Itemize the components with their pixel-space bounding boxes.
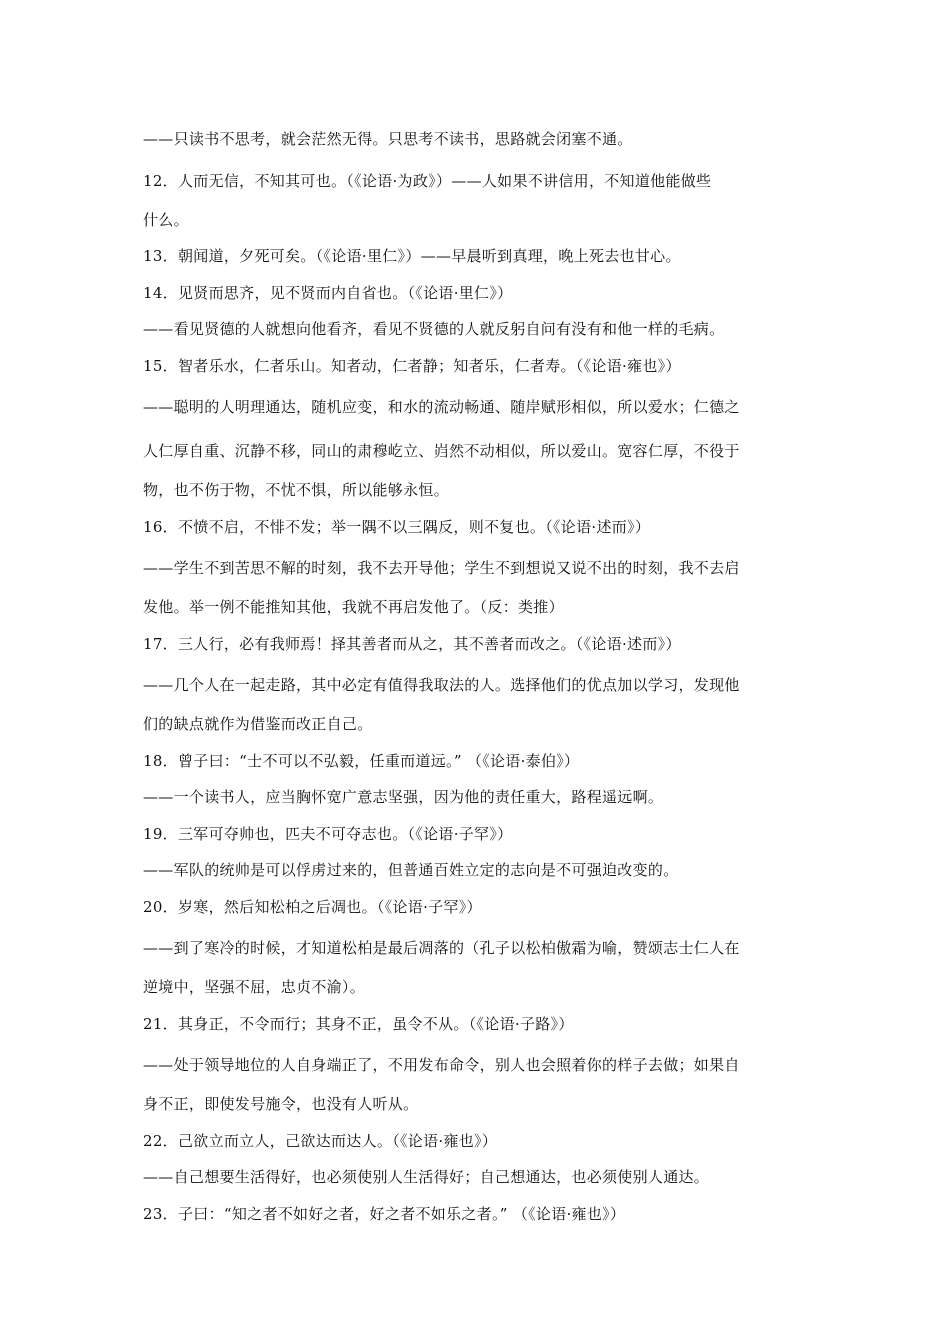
text-line-8: ——聪明的人明理通达，随机应变，和水的流动畅通、随岸赋形相似，所以爱水；仁德之 [143, 398, 740, 416]
text-line-14: 17．三人行，必有我师焉！择其善者而从之，其不善者而改之。（《论语·述而》） [143, 634, 681, 653]
text-line-2: 12．人而无信，不知其可也。（《论语·为政》）——人如果不讲信用，不知道他能做些 [143, 171, 712, 190]
text-line-15: ——几个人在一起走路，其中必定有值得我取法的人。选择他们的优点加以学习，发现他 [143, 676, 740, 694]
text-line-23: 逆境中，坚强不屈，忠贞不渝）。 [143, 978, 366, 996]
text-line-1: ——只读书不思考，就会茫然无得。只思考不读书，思路就会闭塞不通。 [143, 130, 633, 148]
text-line-7: 15．智者乐水，仁者乐山。知者动，仁者静；知者乐，仁者寿。（《论语·雍也》） [143, 356, 681, 375]
text-line-16: 们的缺点就作为借鉴而改正自己。 [143, 715, 373, 733]
text-line-10: 物，也不伤于物，不忧不惧，所以能够永恒。 [143, 481, 450, 499]
text-line-21: 20．岁寒，然后知松柏之后凋也。（《论语·子罕》） [143, 897, 482, 916]
text-line-18: ——一个读书人，应当胸怀宽广意志坚强，因为他的责任重大，路程遥远啊。 [143, 788, 664, 806]
text-line-6: ——看见贤德的人就想向他看齐，看见不贤德的人就反躬自问有没有和他一样的毛病。 [143, 320, 725, 338]
text-line-24: 21．其身正，不令而行；其身不正，虽令不从。（《论语·子路》） [143, 1014, 574, 1033]
text-line-27: 22．己欲立而立人，己欲达而达人。（《论语·雍也》） [143, 1131, 498, 1150]
text-line-9: 人仁厚自重、沉静不移，同山的肃穆屹立、岿然不动相似，所以爱山。宽容仁厚，不役于 [143, 442, 740, 460]
text-line-29: 23．子曰：“知之者不如好之者，好之者不如乐之者。” （《论语·雍也》） [143, 1204, 626, 1223]
text-line-20: ——军队的统帅是可以俘虏过来的，但普通百姓立定的志向是不可强迫改变的。 [143, 861, 679, 879]
text-line-22: ——到了寒冷的时候，才知道松柏是最后凋落的（孔子以松柏傲霜为喻，赞颂志士仁人在 [143, 939, 740, 957]
text-line-13: 发他。举一例不能推知其他，我就不再启发他了。（反：类推） [143, 598, 564, 616]
text-line-28: ——自己想要生活得好，也必须使别人生活得好；自己想通达，也必须使别人通达。 [143, 1168, 710, 1186]
text-line-25: ——处于领导地位的人自身端正了，不用发布命令，别人也会照着你的样子去做；如果自 [143, 1056, 740, 1074]
text-line-4: 13．朝闻道，夕死可矣。（《论语·里仁》）——早晨听到真理，晚上死去也甘心。 [143, 247, 681, 265]
document-body [143, 124, 811, 1235]
text-line-3: 什么。 [143, 210, 189, 229]
text-line-26: 身不正，即使发号施令，也没有人听从。 [143, 1095, 419, 1113]
text-line-12: ——学生不到苦思不解的时刻，我不去开导他；学生不到想说又说不出的时刻，我不去启 [143, 559, 740, 577]
text-line-11: 16．不愤不启，不悱不发；举一隅不以三隅反，则不复也。（《论语·述而》） [143, 517, 651, 536]
text-line-5: 14．见贤而思齐，见不贤而内自省也。（《论语·里仁》） [143, 283, 513, 302]
text-line-19: 19．三军可夺帅也，匹夫不可夺志也。（《论语·子罕》） [143, 824, 513, 843]
text-line-17: 18．曾子曰：“士不可以不弘毅，任重而道远。” （《论语·泰伯》） [143, 751, 580, 770]
